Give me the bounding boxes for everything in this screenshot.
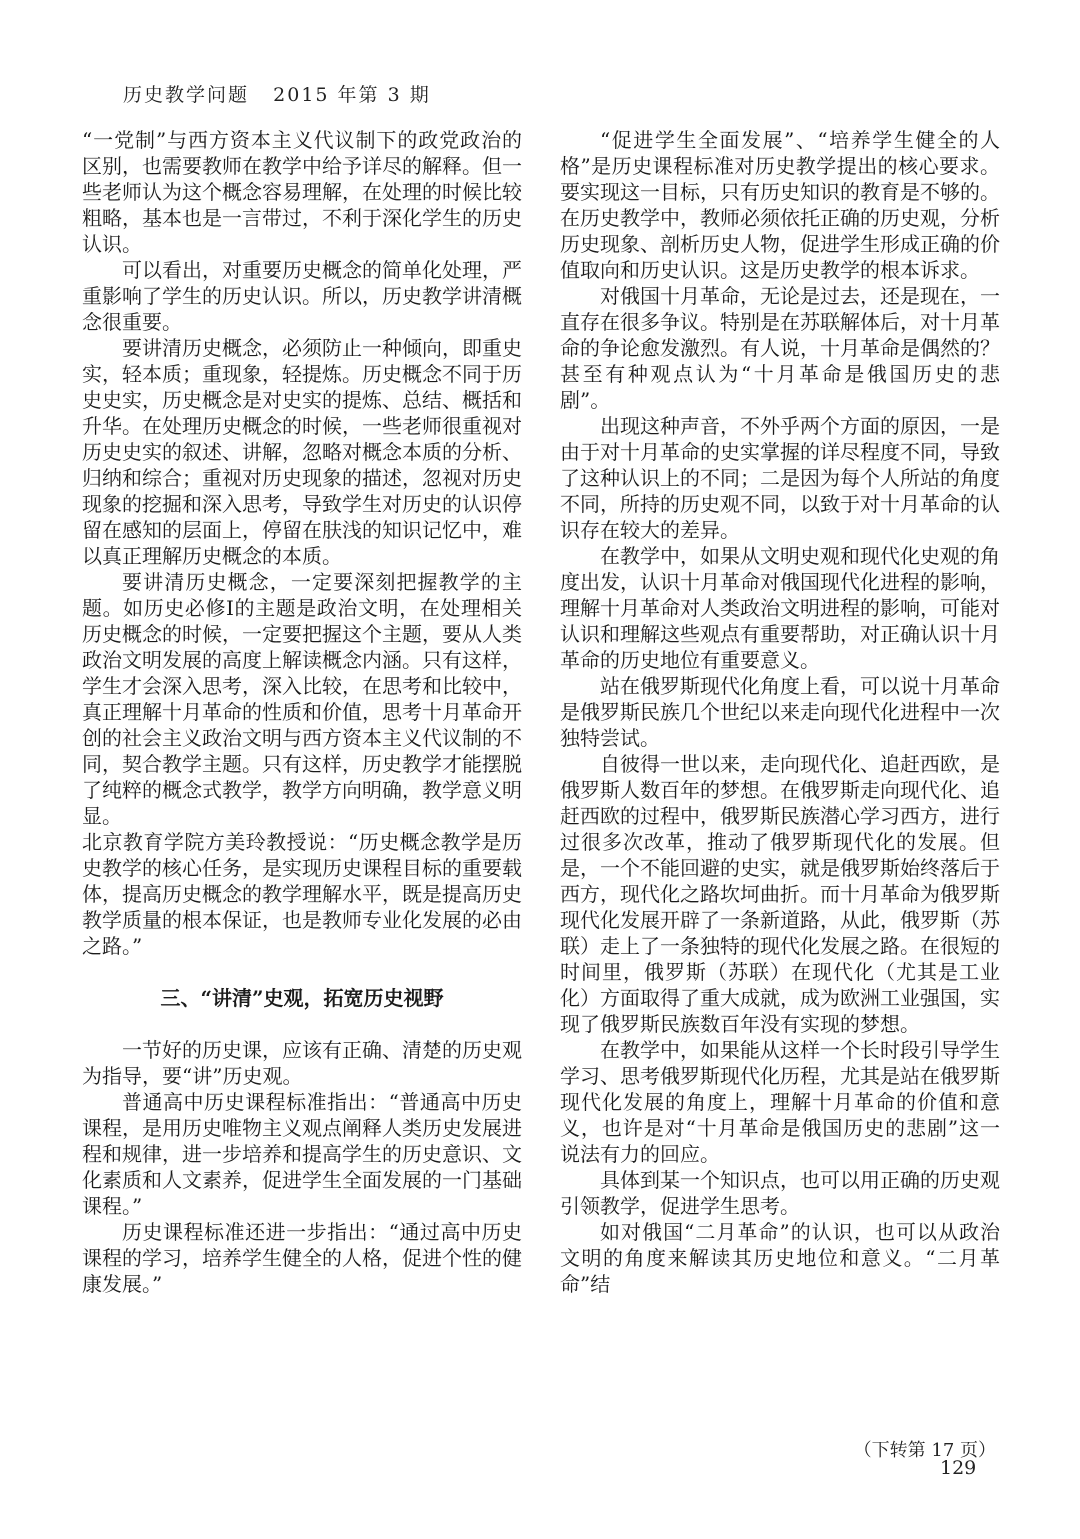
running-header: [123, 80, 431, 107]
paragraph: 出现这种声音，不外乎两个方面的原因，一是由于对十月革命的史实掌握的详尽程度不同，导致了这种认识上的不同；二是因为每个人所站的角度不同，所持的历史观不同，以致于对十月革命的认识存在较大的差异。: [560, 414, 1000, 542]
paragraph: 对俄国十月革命，无论是过去，还是现在，一直存在很多争议。特别是在苏联解体后，对十月革命的争论愈发激烈。有人说，十月革命是偶然的？甚至有种观点认为“十月革命是俄国历史的悲剧”。: [560, 284, 1000, 412]
left-column: [82, 127, 522, 1297]
paragraph: 具体到某一个知识点，也可以用正确的历史观引领教学，促进学生思考。: [560, 1168, 1000, 1218]
paragraph: 可以看出，对重要历史概念的简单化处理，严重影响了学生的历史认识。所以，历史教学讲清概念很重要。: [82, 258, 522, 334]
paragraph: 北京教育学院方美玲教授说：“历史概念教学是历史教学的核心任务，是实现历史课程目标的重要载体，提高历史概念的教学理解水平，既是提高历史教学质量的根本保证，也是教师专业化发展的必由之路。”: [82, 830, 522, 958]
paragraph: 在教学中，如果能从这样一个长时段引导学生学习、思考俄罗斯现代化历程，尤其是站在俄罗斯现代化发展的角度上，理解十月革命的价值和意义，也许是对“十月革命是俄国历史的悲剧”这一说法有力的回应。: [560, 1038, 1000, 1166]
issue-number: 2015 年第 3 期: [273, 84, 431, 106]
right-column: [560, 127, 1000, 1297]
paragraph: 如对俄国“二月革命”的认识，也可以从政治文明的角度来解读其历史地位和意义。“二月革命”结: [560, 1220, 1000, 1296]
paragraph: “促进学生全面发展”、“培养学生健全的人格”是历史课程标准对历史教学提出的核心要求。要实现这一目标，只有历史知识的教育是不够的。在历史教学中，教师必须依托正确的历史观，分析历史现象、剖析历史人物，促进学生形成正确的价值取向和历史认识。这是历史教学的根本诉求。: [560, 128, 1000, 282]
page-number: 129: [940, 1457, 977, 1479]
paragraph: 一节好的历史课，应该有正确、清楚的历史观为指导，要“讲”历史观。: [82, 1038, 522, 1088]
paragraph: 要讲清历史概念，必须防止一种倾向，即重史实，轻本质；重现象，轻提炼。历史概念不同于历史史实，历史概念是对史实的提炼、总结、概括和升华。在处理历史概念的时候，一些老师很重视对历史史实的叙述、讲解，忽略对概念本质的分析、归纳和综合；重视对历史现象的描述，忽视对历史现象的挖掘和深入思考，导致学生对历史的认识停留在感知的层面上，停留在肤浅的知识记忆中，难以真正理解历史概念的本质。: [82, 336, 522, 568]
paragraph: 要讲清历史概念，一定要深刻把握教学的主题。如历史必修Ⅰ的主题是政治文明，在处理相关历史概念的时候，一定要把握这个主题，要从人类政治文明发展的高度上解读概念内涵。只有这样，学生才会深入思考，深入比较，在思考和比较中，真正理解十月革命的性质和价值，思考十月革命开创的社会主义政治文明与西方资本主义代议制的不同，契合教学主题。只有这样，历史教学才能摆脱了纯粹的概念式教学，教学方向明确，教学意义明显。: [82, 570, 522, 828]
paragraph: 站在俄罗斯现代化角度上看，可以说十月革命是俄罗斯民族几个世纪以来走向现代化进程中一次独特尝试。: [560, 674, 1000, 750]
paragraph: “一党制”与西方资本主义代议制下的政党政治的区别，也需要教师在教学中给予详尽的解释。但一些老师认为这个概念容易理解，在处理的时候比较粗略，基本也是一言带过，不利于深化学生的历史认识。: [82, 128, 522, 256]
journal-title: 历史教学问题: [123, 84, 250, 106]
paragraph: 自彼得一世以来，走向现代化、追赶西欧，是俄罗斯人数百年的梦想。在俄罗斯走向现代化、追赶西欧的过程中，俄罗斯民族潜心学习西方，进行过很多次改革，推动了俄罗斯现代化的发展。但是，一个不能回避的史实，就是俄罗斯始终落后于西方，现代化之路坎坷曲折。而十月革命为俄罗斯现代化发展开辟了一条新道路，从此，俄罗斯（苏联）走上了一条独特的现代化发展之路。在很短的时间里，俄罗斯（苏联）在现代化（尤其是工业化）方面取得了重大成就，成为欧洲工业强国，实现了俄罗斯民族数百年没有实现的梦想。: [560, 752, 1000, 1036]
continued-note: （下转第 17 页）: [853, 1440, 996, 1461]
paragraph: 普通高中历史课程标准指出：“普通高中历史课程，是用历史唯物主义观点阐释人类历史发展进程和规律，进一步培养和提高学生的历史意识、文化素质和人文素养，促进学生全面发展的一门基础课程。”: [82, 1090, 522, 1218]
paragraph: 历史课程标准还进一步指出：“通过高中历史课程的学习，培养学生健全的人格，促进个性的健康发展。”: [82, 1220, 522, 1296]
paragraph: 在教学中，如果从文明史观和现代化史观的角度出发，认识十月革命对俄国现代化进程的影响，理解十月革命对人类政治文明进程的影响，可能对认识和理解这些观点有重要帮助，对正确认识十月革命的历史地位有重要意义。: [560, 544, 1000, 672]
section-heading: 三、“讲清”史观，拓宽历史视野: [160, 986, 444, 1010]
